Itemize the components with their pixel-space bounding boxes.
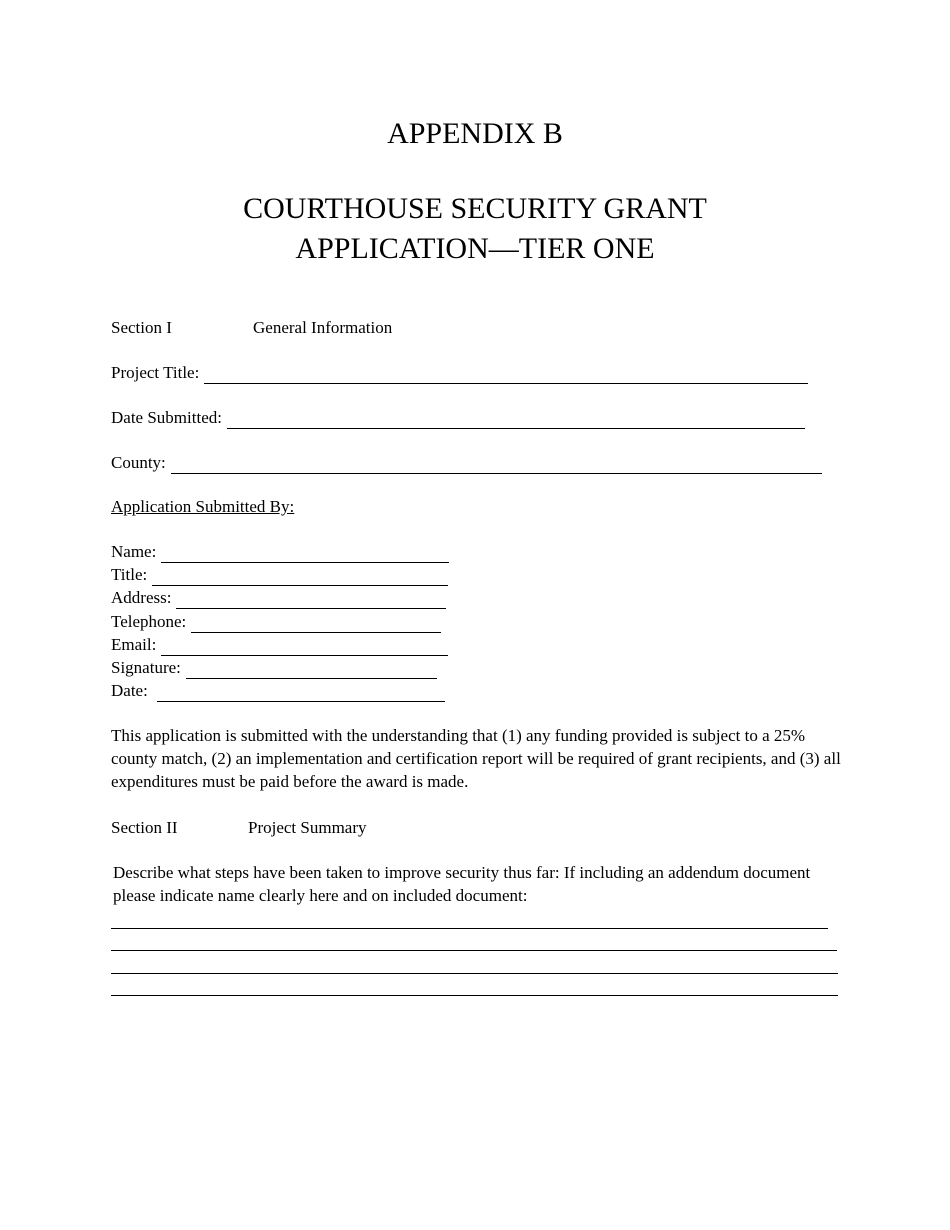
address-input-line[interactable]: [176, 590, 446, 609]
date-submitted-field[interactable]: [111, 406, 805, 429]
signature-label: Signature:: [111, 658, 181, 677]
county-label: County:: [111, 453, 166, 472]
section-2-label: Section II: [111, 818, 178, 837]
telephone-field[interactable]: [111, 610, 441, 633]
page-title-line-1: COURTHOUSE SECURITY GRANT: [243, 192, 707, 225]
answer-line-4[interactable]: [111, 995, 838, 996]
conditions-paragraph: This application is submitted with the understanding that (1) any funding provided is subject to a 25% county match, (2) an implementation and certification report will be required of grant recipients, and (3) all expenditures must be paid before the award is made.: [111, 726, 841, 791]
title-input-line[interactable]: [152, 567, 448, 586]
answer-line-1[interactable]: [111, 928, 828, 929]
date-field[interactable]: [111, 679, 445, 702]
email-label: Email:: [111, 635, 157, 654]
county-input-line[interactable]: [171, 455, 822, 474]
email-input-line[interactable]: [161, 637, 448, 656]
date-label: Date:: [111, 681, 148, 700]
telephone-input-line[interactable]: [191, 614, 441, 633]
appendix-label: APPENDIX B: [387, 117, 563, 150]
title-field[interactable]: [111, 563, 448, 586]
email-field[interactable]: [111, 633, 448, 656]
answer-line-2[interactable]: [111, 950, 837, 951]
date-submitted-label: Date Submitted:: [111, 408, 222, 427]
name-input-line[interactable]: [161, 544, 449, 563]
project-title-input-line[interactable]: [204, 365, 808, 384]
section-2-name: Project Summary: [248, 818, 367, 837]
signature-input-line[interactable]: [186, 660, 437, 679]
submitted-by-heading: Application Submitted By:: [111, 497, 295, 516]
title-label: Title:: [111, 565, 148, 584]
project-summary-prompt: Describe what steps have been taken to improve security thus far: If including an addendum document please indicate name clearly here and on included document:: [113, 863, 811, 905]
project-title-field[interactable]: [111, 361, 808, 384]
name-label: Name:: [111, 542, 157, 561]
answer-line-3[interactable]: [111, 973, 838, 974]
signature-field[interactable]: [111, 656, 437, 679]
page-title-line-2: APPLICATION—TIER ONE: [295, 232, 655, 265]
address-label: Address:: [111, 588, 172, 607]
name-field[interactable]: [111, 540, 449, 563]
date-input-line[interactable]: [157, 683, 445, 702]
address-field[interactable]: [111, 586, 446, 609]
telephone-label: Telephone:: [111, 612, 187, 631]
date-submitted-input-line[interactable]: [227, 410, 805, 429]
section-1-name: General Information: [253, 318, 393, 337]
section-1-label: Section I: [111, 318, 172, 337]
county-field[interactable]: [111, 451, 822, 474]
project-title-label: Project Title:: [111, 363, 200, 382]
